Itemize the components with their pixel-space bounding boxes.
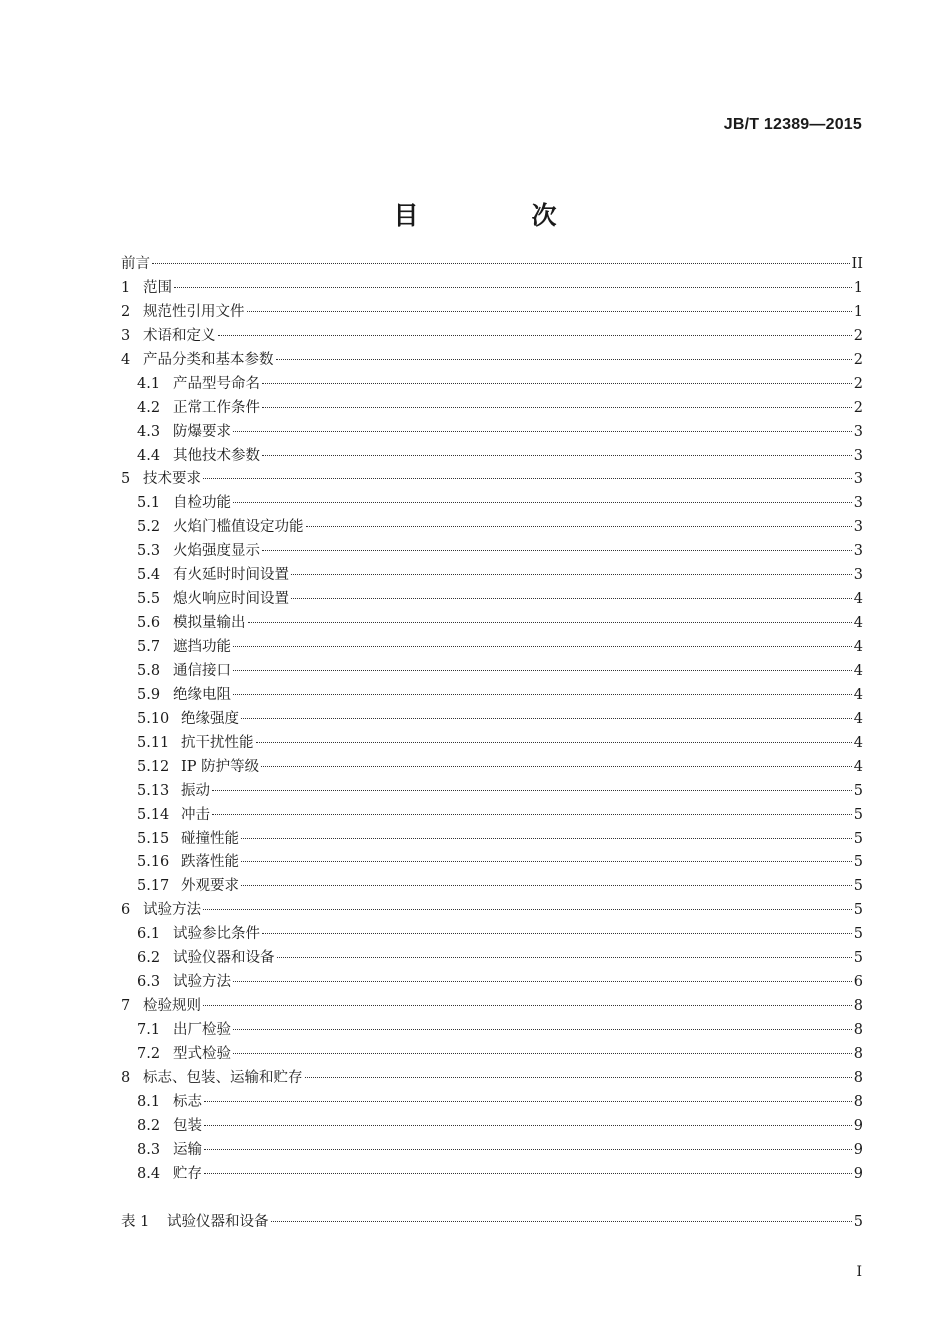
toc-entry-page: 5 [853,878,863,895]
toc-entry-page: 3 [853,495,863,512]
toc-entry-number: 6.3 [137,974,161,991]
dot-leader [152,263,850,264]
dot-leader [233,1029,852,1030]
toc-entry-page: 4 [853,710,863,727]
toc-entry-number: 5.16 [137,854,170,871]
toc-entry-title: 碰撞性能 [181,830,239,847]
toc-entry[interactable] [121,995,863,1019]
dot-leader [233,431,852,432]
toc-entry-number: 5.13 [137,782,170,799]
toc-entry-title: 绝缘强度 [181,710,239,727]
toc-entry[interactable] [121,588,863,612]
toc-entry[interactable] [121,804,863,828]
toc-entry-title: 自检功能 [173,495,231,512]
toc-entry-number: 4.1 [137,375,161,392]
toc-entry-title: 冲击 [181,806,210,823]
toc-entry-title: 抗干扰性能 [181,734,254,751]
toc-entry-page: 1 [853,303,863,320]
toc-entry[interactable] [121,468,863,492]
toc-entry-number: 5.2 [137,519,161,536]
toc-entry[interactable] [121,684,863,708]
dot-leader [276,359,852,360]
toc-entry-title: 包装 [173,1117,202,1134]
toc-entry-title: 前言 [121,256,150,272]
toc-entry[interactable] [121,708,863,732]
toc-entry-page: 4 [853,734,863,751]
toc-entry[interactable] [121,660,863,684]
toc-entry-number: 7 [121,998,131,1015]
toc-entry-page: 2 [853,351,863,368]
toc-entry-title: 振动 [181,782,210,799]
toc-entry-number: 8.4 [137,1165,161,1182]
toc-entry-number: 6.2 [137,950,161,967]
toc-entry[interactable] [121,492,863,516]
toc-entry-page: 5 [853,1214,863,1230]
dot-leader [291,598,852,599]
toc-entry-page: 9 [853,1117,863,1134]
toc-entry[interactable] [121,971,863,995]
toc-entry-number: 7.2 [137,1045,161,1062]
dot-leader [204,1149,852,1150]
dot-leader [262,933,852,934]
dot-leader [256,742,852,743]
dot-leader [271,1221,852,1222]
dot-leader [233,646,852,647]
toc-entry-title: 范围 [143,279,172,296]
dot-leader [233,1053,852,1054]
toc-entry-title: 正常工作条件 [173,399,260,416]
toc-entry-title: 绝缘电阻 [173,686,231,703]
dot-leader [247,311,852,312]
toc-entry-page: 4 [853,615,863,632]
toc-entry-title: 跌落性能 [181,854,239,871]
toc-entry-title: 产品分类和基本参数 [143,351,274,368]
toc-entry-title: 遮挡功能 [173,639,231,655]
dot-leader [204,1125,852,1126]
dot-leader [262,550,852,551]
toc-entry-number: 5.1 [137,495,161,512]
toc-entry[interactable] [121,349,863,373]
toc-entry-title: 产品型号命名 [173,375,260,392]
toc-entry-title: 熄火响应时间设置 [173,591,289,608]
toc-entry-page: 4 [853,639,863,655]
dot-leader [241,718,852,719]
dot-leader [174,287,852,288]
toc-entry[interactable] [121,851,863,875]
toc-entry-title: 试验方法 [143,902,201,919]
dot-leader [203,478,852,479]
toc-entry-title: 标志 [173,1093,202,1110]
toc-entry-number: 5.11 [137,734,170,751]
toc-entry[interactable] [121,325,863,349]
toc-entry-page: 6 [853,974,863,991]
toc-entry-number: 4.4 [137,447,161,464]
toc-entry-title: 规范性引用文件 [143,303,245,320]
toc-entry-number: 5.17 [137,878,170,895]
table-list-entry[interactable] [121,1211,863,1235]
toc-entry-title: 出厂检验 [173,1022,231,1038]
toc-entry[interactable] [121,1115,863,1139]
toc-entry-page: 8 [853,1069,863,1086]
dot-leader [291,574,852,575]
toc-entry-title: 试验方法 [173,974,231,991]
toc-entry-page: 3 [853,447,863,464]
toc-entry[interactable] [121,397,863,421]
toc-entry-title: 贮存 [173,1165,202,1182]
toc-entry-title: 术语和定义 [143,327,216,344]
dot-leader [233,670,852,671]
toc-entry-title: 试验仪器和设备 [173,950,275,967]
dot-leader [203,909,852,910]
toc-entry-title: 标志、包装、运输和贮存 [143,1069,303,1086]
toc-entry[interactable] [121,516,863,540]
toc-entry-title: 试验参比条件 [173,926,260,943]
toc-entry-number: 1 [121,279,131,296]
toc-entry-title: 检验规则 [143,998,201,1015]
toc-entry-page: 8 [853,1022,863,1038]
toc-entry[interactable] [121,1067,863,1091]
dot-leader [262,407,852,408]
toc-entry-page: 5 [853,806,863,823]
dot-leader [248,622,852,623]
toc-entry[interactable] [121,732,863,756]
toc-entry-page: 3 [853,423,863,440]
toc-entry-number: 6 [121,902,131,919]
dot-leader [241,885,852,886]
table-of-contents [121,253,863,1187]
document-code: JB/T 12389—2015 [723,116,862,133]
toc-entry[interactable] [121,277,863,301]
toc-entry-page: 4 [853,591,863,608]
toc-entry-page: 5 [853,926,863,943]
toc-entry-title: 运输 [173,1141,202,1158]
page-number: I [856,1264,862,1280]
toc-entry-page: 3 [853,567,863,584]
toc-entry-title: 其他技术参数 [173,447,260,464]
toc-entry-page: 8 [853,998,863,1015]
toc-entry[interactable] [121,780,863,804]
toc-entry-page: 3 [853,519,863,536]
dot-leader [233,694,852,695]
dot-leader [306,526,852,527]
toc-entry-number: 5.5 [137,591,161,608]
toc-entry[interactable] [121,1139,863,1163]
toc-entry-number: 3 [121,327,131,344]
toc-entry-number: 5.7 [137,639,161,655]
toc-entry[interactable] [121,540,863,564]
dot-leader [261,766,852,767]
toc-entry-page: 9 [853,1141,863,1158]
dot-leader [204,1173,852,1174]
toc-entry-number: 5.12 [137,758,170,775]
toc-entry[interactable] [121,1163,863,1187]
toc-entry-number: 8.1 [137,1093,161,1110]
toc-entry-number: 2 [121,303,131,320]
toc-entry-page: 2 [853,399,863,416]
toc-entry-number: 5.14 [137,806,170,823]
toc-entry-title: 技术要求 [143,471,201,488]
toc-entry[interactable] [121,612,863,636]
toc-entry-number: 5.3 [137,543,161,560]
toc-entry-page: 4 [853,758,863,775]
toc-entry[interactable] [121,421,863,445]
toc-entry[interactable] [121,828,863,852]
toc-entry-page: 5 [853,950,863,967]
toc-entry[interactable] [121,445,863,469]
toc-entry-page: 1 [853,279,863,296]
toc-entry-title: 有火延时时间设置 [173,567,289,584]
toc-entry[interactable] [121,1043,863,1067]
dot-leader [218,335,852,336]
toc-entry-number: 4 [121,351,131,368]
dot-leader [212,814,852,815]
toc-entry[interactable] [121,301,863,325]
toc-entry-page: 2 [853,327,863,344]
toc-entry[interactable] [121,899,863,923]
toc-entry-title: 试验仪器和设备 [167,1214,269,1230]
toc-entry-page: 8 [853,1045,863,1062]
toc-entry-title: 防爆要求 [173,423,231,440]
dot-leader [305,1077,852,1078]
dot-leader [241,861,852,862]
toc-entry-title: 火焰门槛值设定功能 [173,519,304,536]
toc-entry[interactable] [121,923,863,947]
dot-leader [203,1005,852,1006]
toc-entry[interactable] [121,875,863,899]
toc-entry-page: 5 [853,830,863,847]
toc-entry-title: 火焰强度显示 [173,543,260,560]
toc-entry[interactable] [121,1019,863,1043]
toc-entry-number: 5 [121,471,131,488]
toc-entry-title: 模拟量输出 [173,615,246,632]
toc-entry-page: 5 [853,902,863,919]
toc-entry-number: 5.15 [137,830,170,847]
toc-entry-number: 5.6 [137,615,161,632]
toc-entry-number: 8.3 [137,1141,161,1158]
toc-entry-number: 6.1 [137,926,161,943]
toc-entry-number: 5.8 [137,662,161,679]
toc-entry-number: 8 [121,1069,131,1086]
dot-leader [262,383,852,384]
toc-entry-number: 4.2 [137,399,161,416]
toc-entry[interactable] [121,636,863,660]
dot-leader [233,502,852,503]
dot-leader [212,790,852,791]
toc-entry[interactable] [121,756,863,780]
toc-entry-page: II [851,256,863,272]
dot-leader [277,957,852,958]
toc-entry-number: 5.9 [137,686,161,703]
dot-leader [233,981,852,982]
toc-entry-title: 外观要求 [181,878,239,895]
list-of-tables [121,1211,863,1235]
toc-entry-page: 3 [853,471,863,488]
toc-entry-page: 8 [853,1093,863,1110]
dot-leader [241,838,852,839]
toc-entry-page: 2 [853,375,863,392]
dot-leader [204,1101,852,1102]
toc-entry[interactable] [121,253,863,277]
toc-entry[interactable] [121,564,863,588]
toc-entry-title: 型式检验 [173,1045,231,1062]
toc-entry-number: 表 1 [121,1214,150,1230]
toc-entry[interactable] [121,1091,863,1115]
dot-leader [262,455,852,456]
toc-entry-number: 5.10 [137,710,170,727]
toc-entry-number: 7.1 [137,1022,161,1038]
toc-entry-title: 通信接口 [173,662,231,679]
toc-entry-title: IP 防护等级 [181,758,260,775]
toc-entry[interactable] [121,373,863,397]
toc-entry[interactable] [121,947,863,971]
toc-entry-number: 4.3 [137,423,161,440]
toc-entry-number: 5.4 [137,567,161,584]
toc-entry-page: 4 [853,686,863,703]
toc-entry-page: 3 [853,543,863,560]
toc-title: 目 次 [393,201,601,230]
toc-entry-number: 8.2 [137,1117,161,1134]
toc-entry-page: 5 [853,782,863,799]
toc-entry-page: 9 [853,1165,863,1182]
toc-entry-page: 5 [853,854,863,871]
toc-entry-page: 4 [853,662,863,679]
